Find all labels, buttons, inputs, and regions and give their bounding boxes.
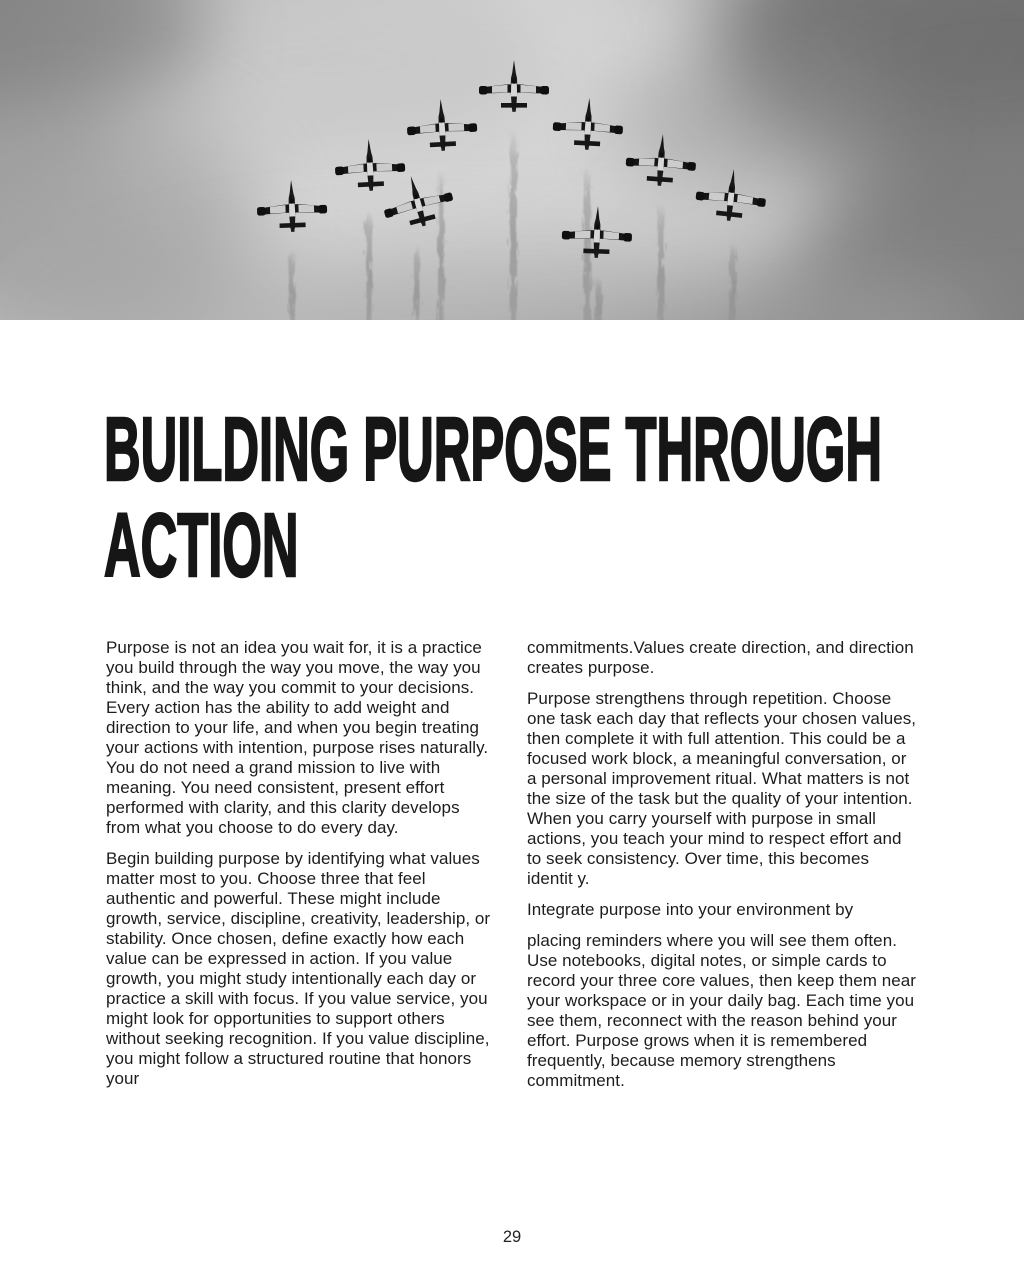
body-columns [106,638,918,1091]
paragraph: Purpose strengthens through repetition. Choose one task each day that reflects your chosen values, then complete it with full attention. This could be a focused work block, a meaningful conversation, or a personal improvement ritual. What matters is not the size of the task but the quality of your intention. When you carry yourself with purpose in small actions, you teach your mind to respect effort and to seek consistency. Over time, this becomes identit y. [527,689,917,888]
hero-photo [0,0,1024,320]
paragraph: Integrate purpose into your environment by [527,900,854,919]
jet-formation-photo-svg [0,0,1024,320]
title-line2: ACTION [104,496,299,596]
paragraph: commitments.Values create direction, and direction creates purpose. [527,638,914,677]
left-column [106,638,497,1091]
right-column [527,638,918,1091]
paragraph: placing reminders where you will see them often. Use notebooks, digital notes, or simple cards to record your three core values, then keep them near your workspace or in your daily bag. Each time you see them, reconnect with the reason behind your effort. Purpose grows when it is remembered frequently, because memory strengthens commitment. [527,931,916,1090]
page-title [104,402,984,594]
page-number: 29 [502,1228,522,1246]
title-line1: BUILDING PURPOSE THROUGH [104,400,882,500]
paragraph: Purpose is not an idea you wait for, it is a practice you build through the way you move, the way you think, and the way you commit to your decisions. Every action has the ability to add weight and direction to your life, and when you begin treating your actions with intention, purpose rises naturally. You do not need a grand mission to live with meaning. You need consistent, present effort performed with clarity, and this clarity develops from what you choose to do every day. [106,638,489,837]
paragraph: Begin building purpose by identifying what values matter most to you. Choose three that feel authentic and powerful. These might include growth, service, discipline, creativity, leadership, or stability. Once chosen, define exactly how each value can be expressed in action. If you value growth, you might study intentionally each day or practice a skill with focus. If you value service, you might look for opportunities to support others without seeking recognition. If you value discipline, you might follow a structured routine that honors your [106,849,491,1088]
